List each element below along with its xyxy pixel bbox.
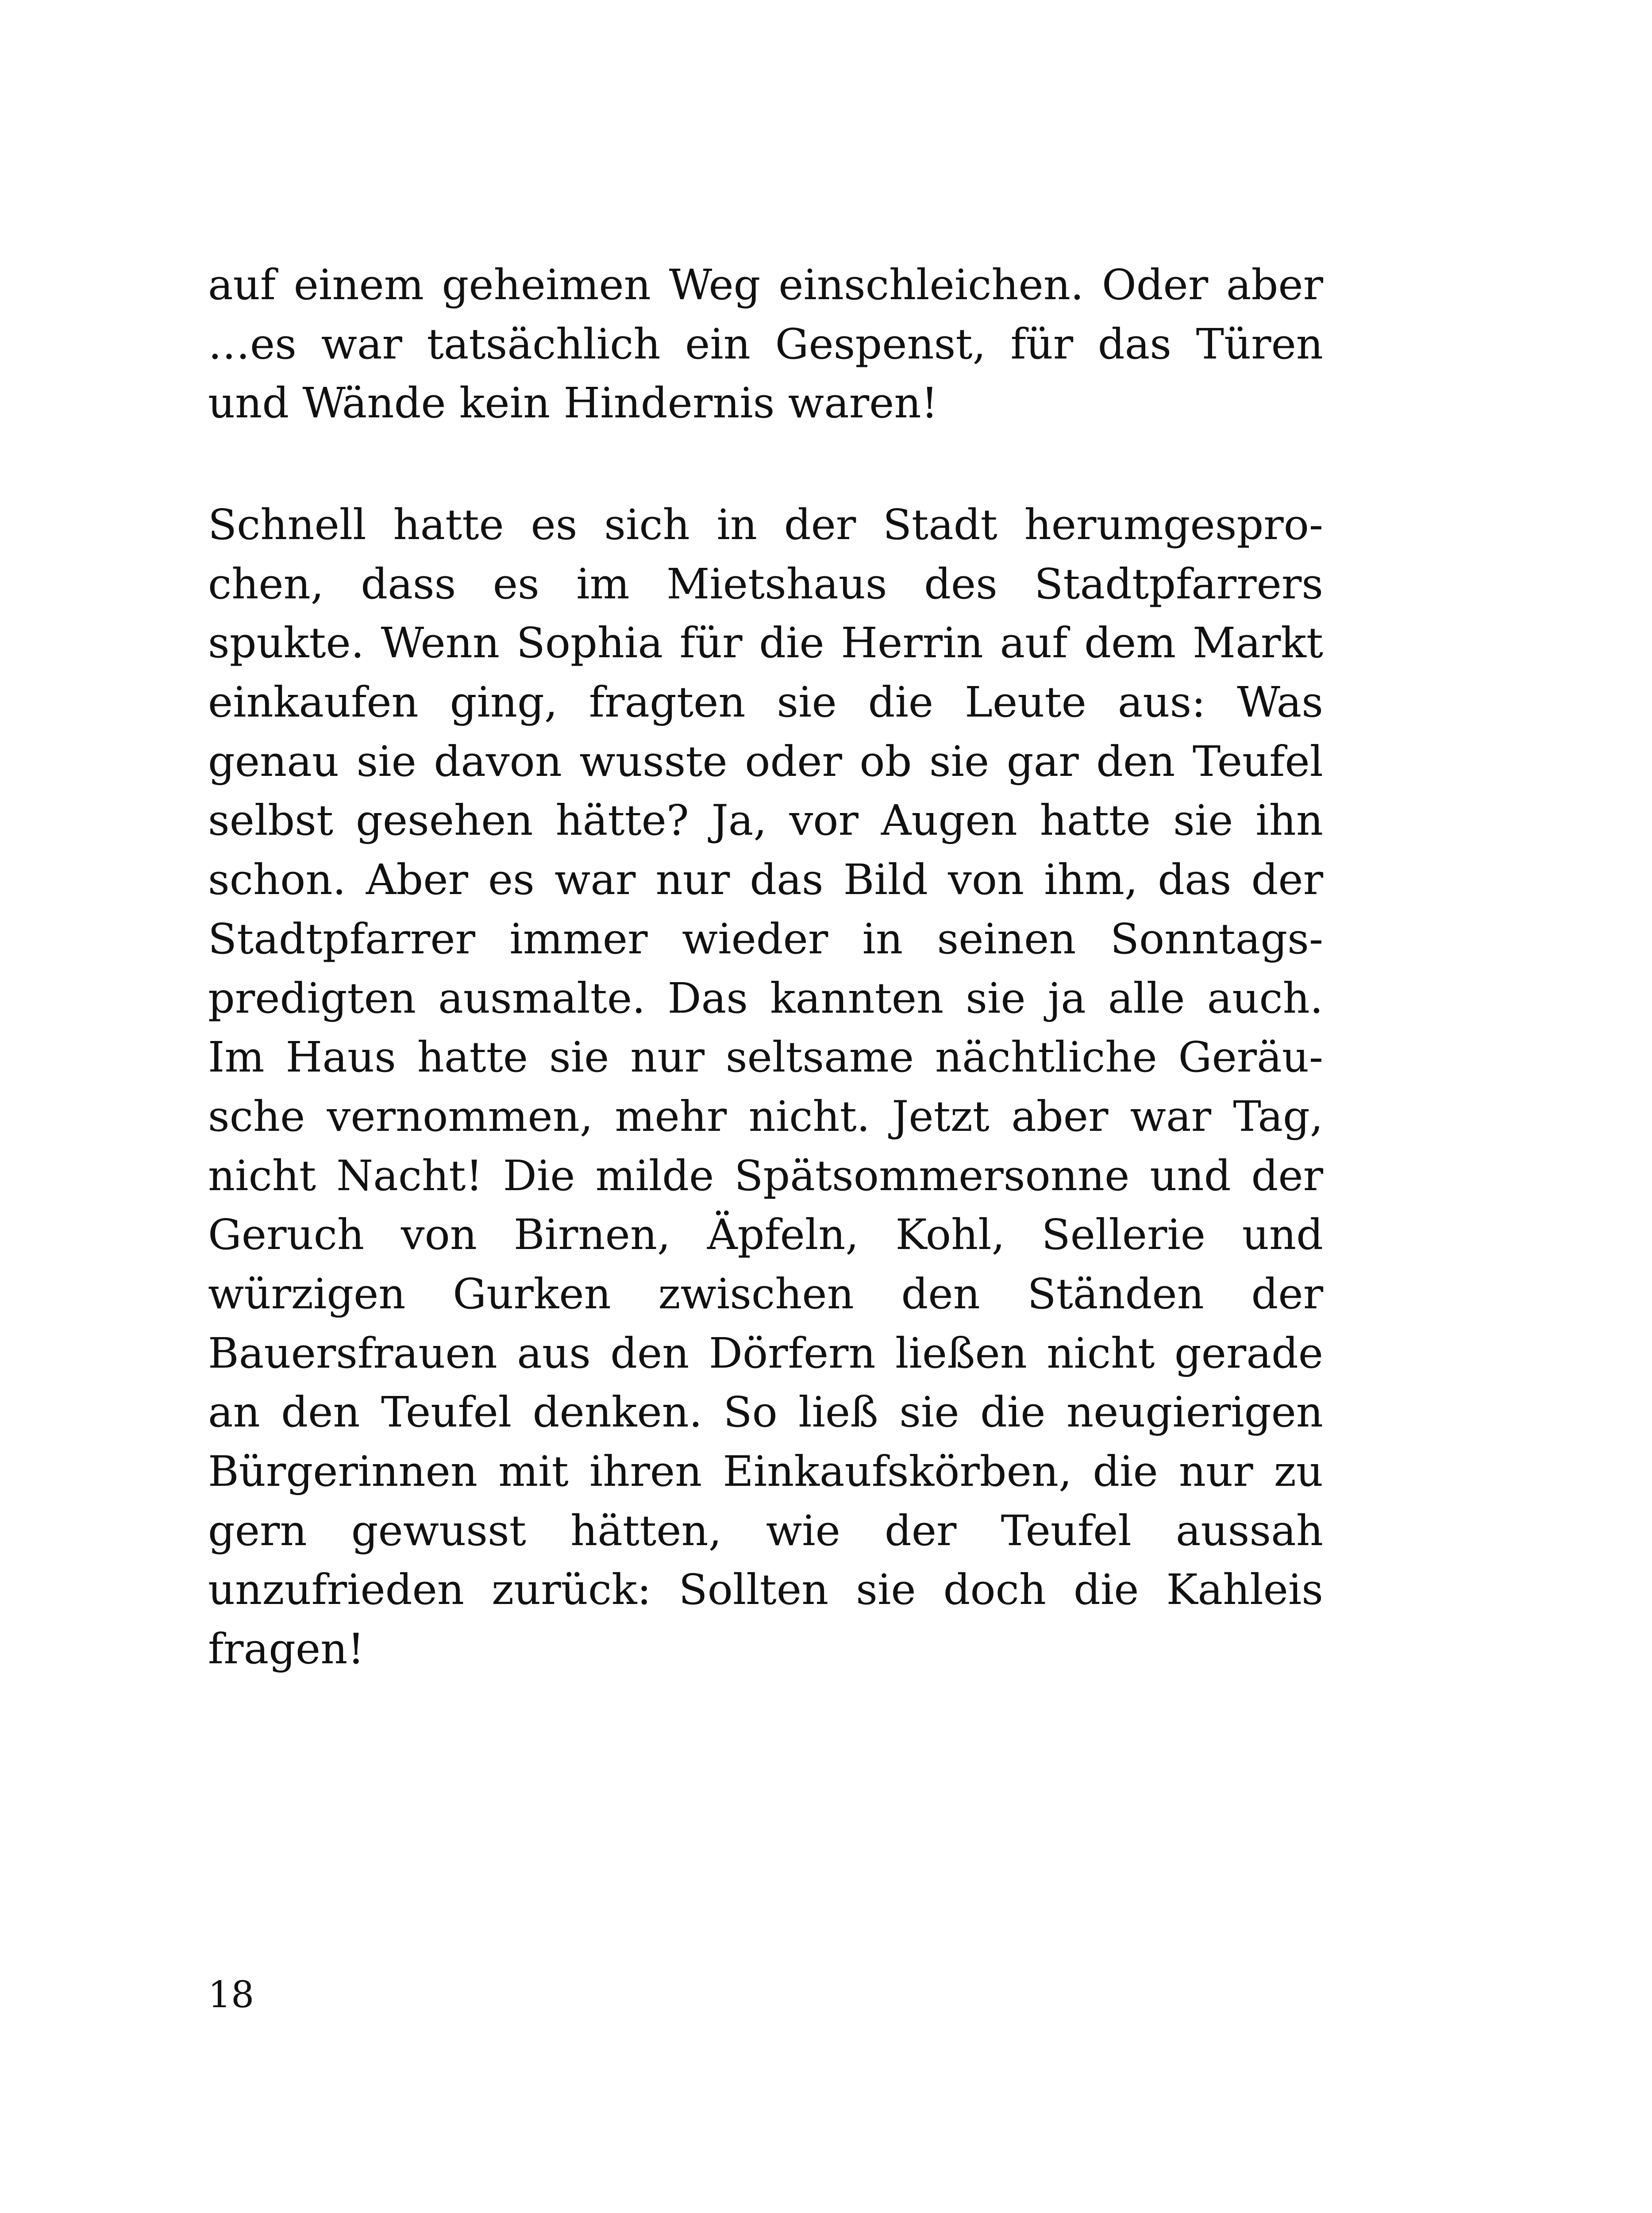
text-line: schon. Aber es war nur das Bild von ihm, das der [208,856,1323,905]
text-line: würzigen Gurken zwischen den Ständen der [208,1269,1323,1319]
text-line: selbst gesehen hätte? Ja, vor Augen hatte sie ihn [208,796,1323,845]
text-line: …es war tatsächlich ein Gespenst, für das Türen [208,320,1323,369]
text-line: auf einem geheimen Weg einschleichen. Oder aber [208,261,1323,309]
text-line: Schnell hatte es sich in der Stadt herumgespro- [208,501,1323,549]
paragraph-1 [208,256,1323,433]
text-line: predigten ausmalte. Das kannten sie ja alle auch. [208,974,1323,1023]
text-line: unzufrieden zurück: Sollten sie doch die Kahleis [208,1565,1323,1615]
text-line: einkaufen ging, fragten sie die Leute aus: Was [208,678,1323,727]
text-line: an den Teufel denken. So ließ sie die neugierigen [208,1388,1323,1437]
text-line: Bürgerinnen mit ihren Einkaufskörben, die nur zu [208,1447,1323,1496]
text-line: genau sie davon wusste oder ob sie gar den Teufel [208,737,1323,786]
text-line: spukte. Wenn Sophia für die Herrin auf dem Markt [208,619,1323,668]
text-line: Geruch von Birnen, Äpfeln, Kohl, Sellerie und [208,1211,1323,1260]
text-line: sche vernommen, mehr nicht. Jetzt aber war Tag, [208,1092,1323,1141]
text-line: chen, dass es im Mietshaus des Stadtpfarrers [208,559,1323,609]
text-line: gern gewusst hätten, wie der Teufel aussah [208,1506,1323,1555]
text-line: Im Haus hatte sie nur seltsame nächtliche Geräu- [208,1033,1323,1082]
paragraph-2 [208,496,1323,1679]
text-line: fragen! [208,1625,365,1674]
text-line: Bauersfrauen aus den Dörfern ließen nicht gerade [208,1329,1323,1378]
page-number: 18 [208,1974,254,2016]
text-line: und Wände kein Hindernis waren! [208,379,938,428]
text-line: nicht Nacht! Die milde Spätsommersonne und der [208,1151,1323,1200]
text-line: Stadtpfarrer immer wieder in seinen Sonntags- [208,914,1323,964]
